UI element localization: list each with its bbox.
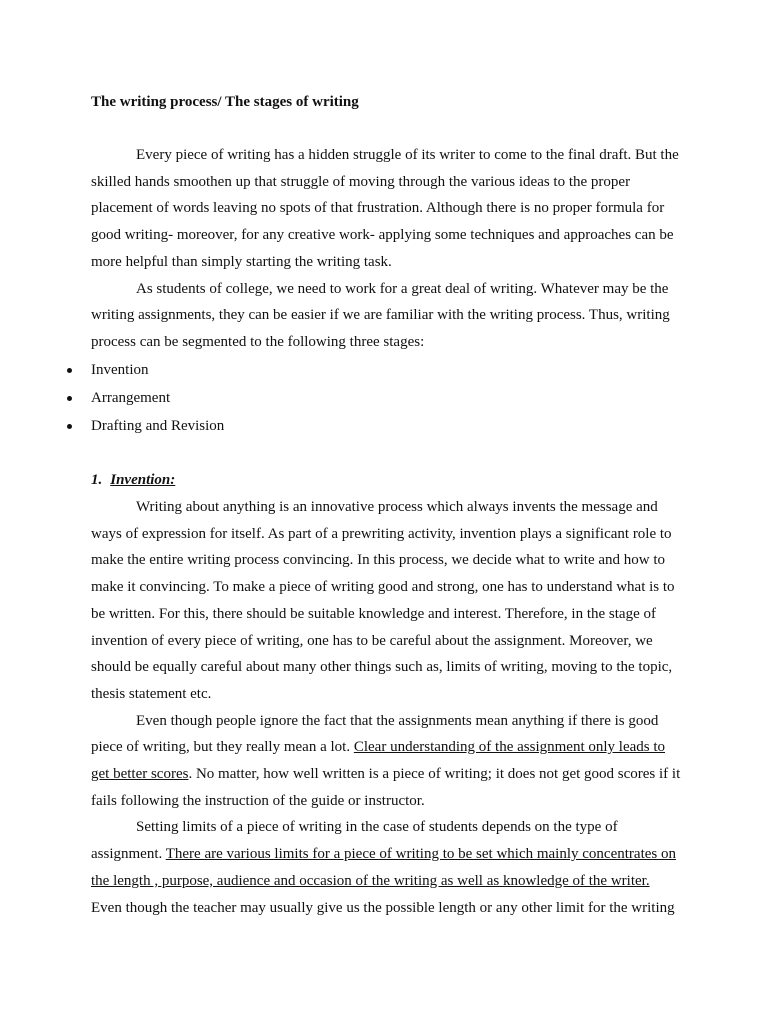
section-number: 1. (91, 472, 103, 488)
section-title: Invention: (110, 472, 176, 488)
intro-section (91, 142, 681, 356)
paragraph-text: Setting limits of a piece of writing in the case of students depends on the type of assignment. (91, 819, 618, 863)
underlined-text: There are various limits for a piece of writing to be set which mainly concentrates on the length , purpose, audience and occasion of the writing as well as knowledge of the writer. (91, 846, 676, 889)
paragraph-text: Even though people ignore the fact that the assignments mean anything if there is good piece of writing, but they really mean a lot. (91, 712, 659, 756)
bullet-icon (67, 396, 72, 401)
list-item (0, 385, 768, 413)
body-paragraph: Writing about anything is an innovative process which always invents the message and ways of expression for itself. As part of a prewriting activity, invention plays a significant role to make the entire writing process convincing. In this process, we decide what to write and how to make it convincing. To make a piece of writing good and strong, one has to understand what is to be written. For this, there should be suitable knowledge and interest. Therefore, in the stage of invention of every piece of writing, one has to be careful about the assignment. Moreover, we should be equally careful about many other things such as, limits of writing, moving to the topic, thesis statement etc. (91, 499, 675, 702)
body-paragraph (91, 708, 681, 815)
stage-label: Drafting and Revision (91, 418, 225, 434)
page-title: The writing process/ The stages of writing (91, 94, 359, 110)
stage-label: Arrangement (91, 390, 171, 406)
stage-label: Invention (91, 362, 149, 378)
intro-paragraph: As students of college, we need to work for a great deal of writing. Whatever may be the writing assignments, they can be easier if we are familiar with the writing process. Thus, writing process can be segmented to the following three stages: (91, 280, 670, 350)
paragraph-text: Even though the teacher may usually give us the possible length or any other limit for the writing (91, 899, 675, 916)
section-heading (91, 467, 175, 493)
list-item (0, 413, 768, 441)
stages-list (0, 357, 768, 441)
list-item (0, 357, 768, 385)
underlined-text: Clear understanding of the assignment only leads to get better scores (91, 739, 666, 783)
paragraph-text: . No matter, how well written is a piece of writing; it does not get good scores if it fails following the instruction of the guide or instructor. (91, 766, 681, 809)
bullet-icon (67, 424, 72, 429)
intro-paragraph: Every piece of writing has a hidden struggle of its writer to come to the final draft. But the skilled hands smoothen up that struggle of moving through the various ideas to the proper placement of words leaving no spots of that frustration. Although there is no proper formula for good writing- moreover, for any creative work- applying some techniques and approaches can be more helpful than simply starting the writing task. (91, 147, 679, 270)
invention-section (91, 494, 681, 921)
body-paragraph (91, 814, 681, 921)
bullet-icon (67, 368, 72, 373)
